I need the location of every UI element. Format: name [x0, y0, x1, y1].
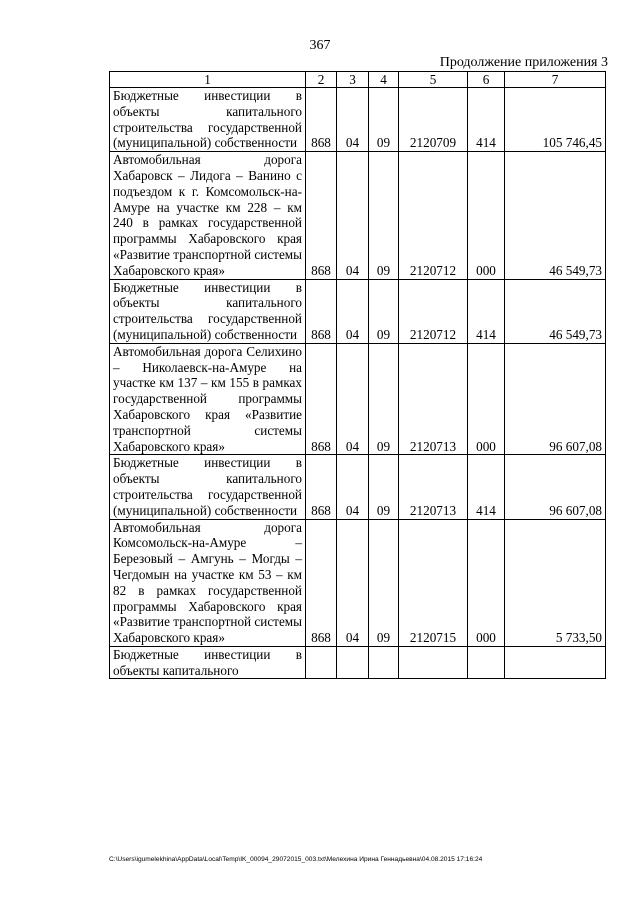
row-expense-type: 000 — [468, 152, 505, 279]
row-amount: 46 549,73 — [505, 152, 606, 279]
row-ministry: 868 — [306, 279, 337, 343]
row-name: Бюджетные инвестиции в объекты капитального — [110, 646, 306, 679]
table-row — [110, 279, 606, 343]
row-name: Бюджетные инвестиции в объекты капитального строительства государственной (муниципальной) собственности — [110, 88, 306, 152]
header-cell: 7 — [505, 72, 606, 88]
row-ministry: 868 — [306, 152, 337, 279]
budget-table — [109, 71, 606, 679]
header-cell: 6 — [468, 72, 505, 88]
header-cell: 1 — [110, 72, 306, 88]
row-ministry: 868 — [306, 455, 337, 519]
row-section: 04 — [337, 88, 369, 152]
row-section: 04 — [337, 152, 369, 279]
row-target — [399, 646, 468, 679]
row-expense-type: 000 — [468, 519, 505, 646]
row-section: 04 — [337, 519, 369, 646]
row-target: 2120712 — [399, 279, 468, 343]
row-subsection: 09 — [369, 455, 399, 519]
table-row — [110, 455, 606, 519]
header-cell: 3 — [337, 72, 369, 88]
row-section: 04 — [337, 343, 369, 455]
file-path-footer: C:\Users\igumelekhina\AppData\Local\Temp\IK_00094_29072015_003.txt\Мелехина Ирина Геннадьевна\04.08.2015 17:16:24 — [109, 856, 483, 863]
row-subsection: 09 — [369, 152, 399, 279]
row-expense-type: 000 — [468, 343, 505, 455]
row-expense-type: 414 — [468, 88, 505, 152]
page-number: 367 — [309, 38, 331, 53]
row-target: 2120713 — [399, 455, 468, 519]
row-amount: 5 733,50 — [505, 519, 606, 646]
table-header-row — [110, 72, 606, 88]
row-subsection: 09 — [369, 519, 399, 646]
row-target: 2120712 — [399, 152, 468, 279]
row-ministry: 868 — [306, 519, 337, 646]
row-subsection — [369, 646, 399, 679]
header-cell: 4 — [369, 72, 399, 88]
row-amount — [505, 646, 606, 679]
row-amount: 46 549,73 — [505, 279, 606, 343]
row-name: Бюджетные инвестиции в объекты капитального строительства государственной (муниципальной) собственности — [110, 455, 306, 519]
row-target: 2120713 — [399, 343, 468, 455]
row-ministry: 868 — [306, 88, 337, 152]
row-ministry: 868 — [306, 343, 337, 455]
table-row — [110, 152, 606, 279]
row-amount: 105 746,45 — [505, 88, 606, 152]
row-target: 2120709 — [399, 88, 468, 152]
row-subsection: 09 — [369, 279, 399, 343]
table-row — [110, 646, 606, 679]
row-name: Бюджетные инвестиции в объекты капитального строительства государственной (муниципальной) собственности — [110, 279, 306, 343]
row-amount: 96 607,08 — [505, 455, 606, 519]
row-target: 2120715 — [399, 519, 468, 646]
row-section — [337, 646, 369, 679]
row-subsection: 09 — [369, 343, 399, 455]
continuation-label: Продолжение приложения 3 — [439, 55, 608, 70]
row-amount: 96 607,08 — [505, 343, 606, 455]
header-cell: 2 — [306, 72, 337, 88]
header-cell: 5 — [399, 72, 468, 88]
row-ministry — [306, 646, 337, 679]
row-expense-type — [468, 646, 505, 679]
row-expense-type: 414 — [468, 279, 505, 343]
table-row — [110, 519, 606, 646]
row-expense-type: 414 — [468, 455, 505, 519]
row-section: 04 — [337, 455, 369, 519]
row-name: Автомобильная дорога Комсомольск-на-Амуре – Березовый – Амгунь – Могды – Чегдомын на участке км 53 – км 82 в рамках государственной программы Хабаровского края «Развитие транспортной системы Хабаровского края» — [110, 519, 306, 646]
row-name: Автомобильная дорога Хабаровск – Лидога – Ванино с подъездом к г. Комсомольск-на-Амуре на участке км 228 – км 240 в рамках государственной программы Хабаровского края «Развитие транспортной системы Хабаровского края» — [110, 152, 306, 279]
table-row — [110, 343, 606, 455]
row-name: Автомобильная дорога Селихино – Николаевск-на-Амуре на участке км 137 – км 155 в рамках государственной программы Хабаровского края «Развитие транспортной системы Хабаровского края» — [110, 343, 306, 455]
table-row — [110, 88, 606, 152]
row-section: 04 — [337, 279, 369, 343]
row-subsection: 09 — [369, 88, 399, 152]
